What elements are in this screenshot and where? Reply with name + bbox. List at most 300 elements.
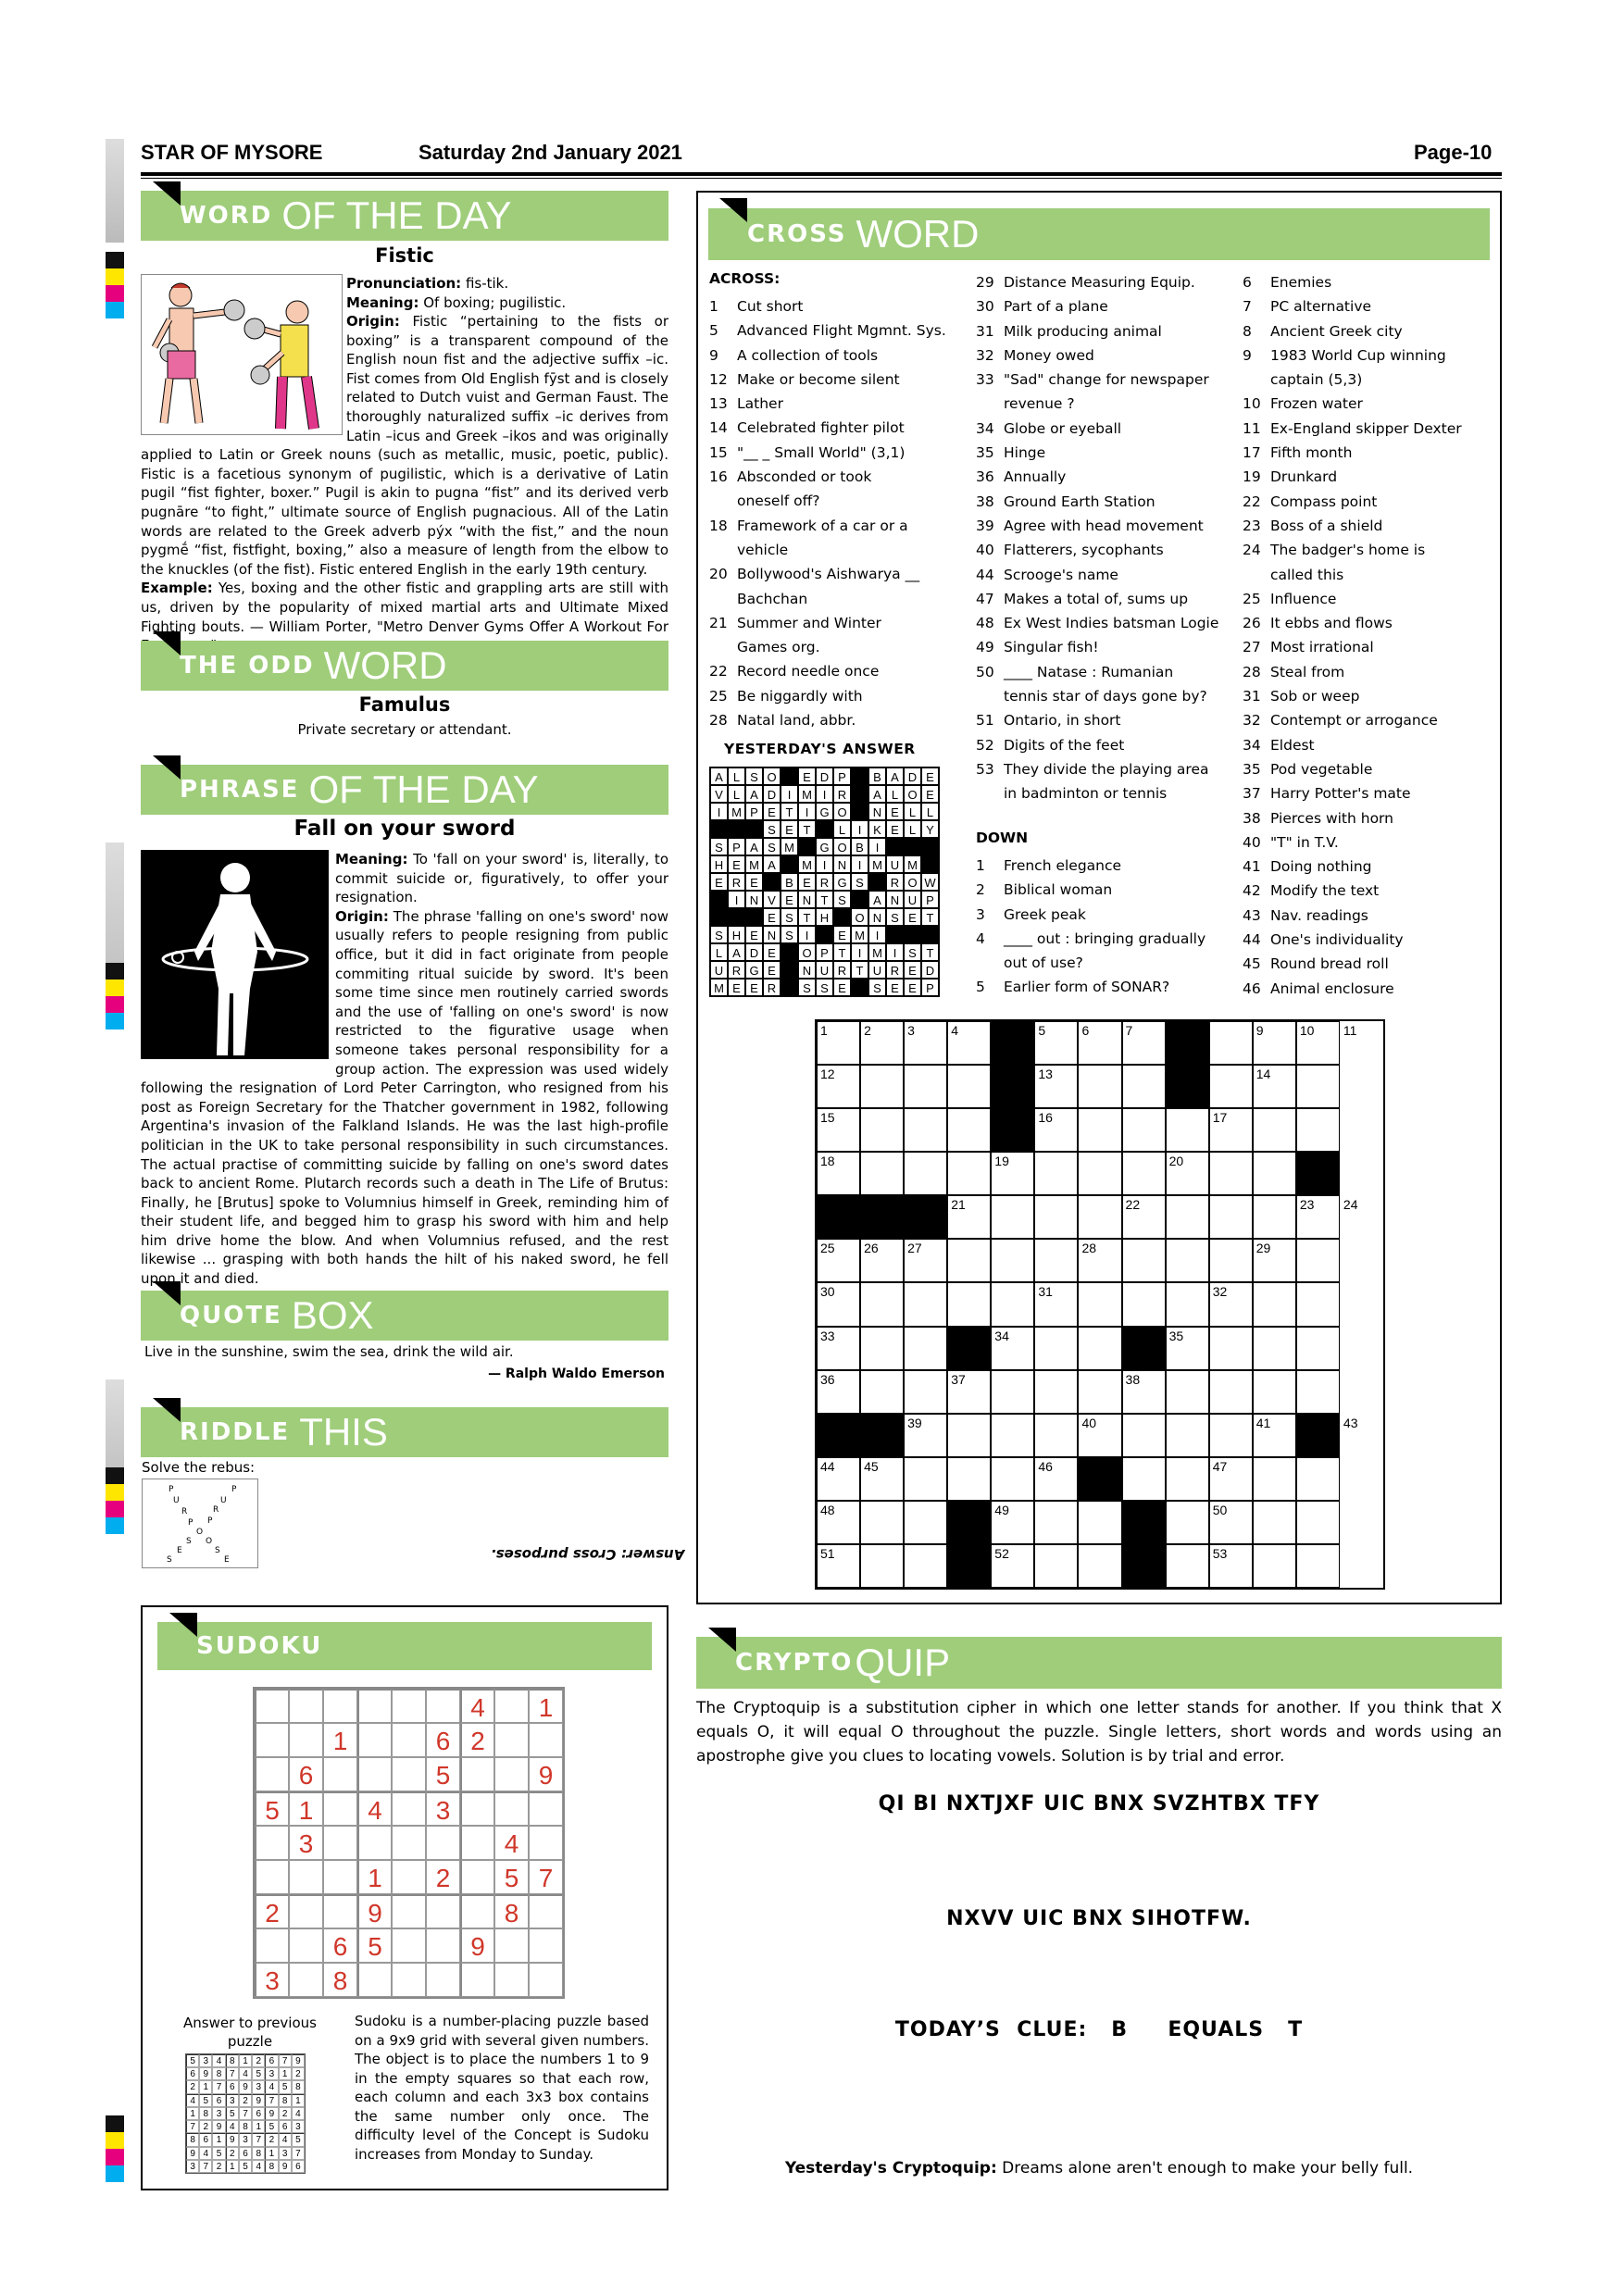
answer-letter: S [781, 926, 798, 943]
clue-text: Make or become silent [737, 370, 900, 388]
crossword-grid[interactable] [815, 1019, 1385, 1590]
clue-item [1243, 563, 1462, 587]
wotd-definition-top [346, 274, 668, 312]
crossword-cell[interactable] [947, 1239, 991, 1282]
sudoku-cell: 5 [357, 1928, 392, 1963]
clue-number: 11 [1243, 419, 1261, 437]
clue-number: 16 [709, 468, 728, 486]
clue-item [709, 489, 946, 513]
sudoku-cell[interactable] [255, 1860, 289, 1894]
crossword-cell[interactable] [860, 1108, 904, 1152]
clue-text: Part of a plane [1004, 298, 1108, 316]
page-number: Page-10 [1414, 141, 1493, 164]
example-label: Example: [141, 580, 213, 597]
crossword-cell[interactable] [1078, 1152, 1121, 1195]
sudoku-cell[interactable] [255, 1826, 289, 1860]
sudoku-cell[interactable] [494, 1757, 529, 1791]
clue-item [709, 294, 946, 318]
crossword-cell[interactable] [860, 1282, 904, 1326]
clue-text: Lather [737, 395, 783, 413]
answer-letter: A [868, 785, 886, 803]
sudoku-cell: 2 [426, 1860, 460, 1894]
crossword-cell[interactable] [1034, 1195, 1078, 1239]
sudoku-answer-cell: 1 [265, 2147, 278, 2160]
crossword-cell[interactable] [991, 1414, 1034, 1457]
sudoku-answer-cell: 8 [186, 2133, 199, 2146]
answer-letter: U [886, 855, 904, 873]
answer-block [921, 926, 939, 943]
sudoku-cell[interactable] [460, 1860, 494, 1894]
crossword-cell[interactable] [904, 1370, 947, 1414]
sudoku-cell[interactable] [460, 1894, 494, 1928]
crossword-cell[interactable] [1166, 1544, 1209, 1588]
crossword-cell[interactable] [904, 1457, 947, 1501]
sudoku-cell[interactable] [426, 1963, 460, 1997]
crossword-cell[interactable] [1253, 1544, 1296, 1588]
answer-letter: D [763, 785, 781, 803]
crossword-cell[interactable] [1296, 1544, 1340, 1588]
sudoku-cell[interactable] [289, 1963, 323, 1997]
crossword-cell[interactable] [1253, 1108, 1296, 1152]
sudoku-cell[interactable] [289, 1894, 323, 1928]
crossword-cell-number: 10 [1299, 1023, 1315, 1038]
crossword-cell[interactable] [860, 1370, 904, 1414]
crossword-cell[interactable] [1078, 1370, 1121, 1414]
sudoku-cell[interactable] [357, 1757, 392, 1791]
answer-block [851, 803, 868, 820]
crossword-cell[interactable] [1078, 1195, 1121, 1239]
answer-block [904, 926, 921, 943]
answer-letter: S [904, 943, 921, 961]
crossword-block [1122, 1501, 1166, 1544]
crossword-cell[interactable] [1078, 1108, 1121, 1152]
crossword-cell[interactable] [1034, 1327, 1078, 1370]
answer-letter: A [710, 767, 728, 785]
crossword-cell[interactable] [860, 1065, 904, 1108]
answer-letter: E [745, 979, 763, 996]
crossword-cell[interactable] [1078, 1544, 1121, 1588]
crossword-cell[interactable] [947, 1414, 991, 1457]
crossword-cell[interactable] [904, 1501, 947, 1544]
clue-item [1243, 708, 1462, 732]
sudoku-answer-cell: 3 [292, 2120, 305, 2133]
crossword-cell[interactable] [904, 1327, 947, 1370]
answer-block [781, 855, 798, 873]
sudoku-cell[interactable] [494, 1791, 529, 1826]
sudoku-answer-cell: 6 [239, 2147, 252, 2160]
answer-letter: S [781, 908, 798, 926]
yesterday-answer-grid [709, 767, 940, 997]
crossword-cell[interactable] [947, 1152, 991, 1195]
crossword-cell[interactable] [1166, 1414, 1209, 1457]
sudoku-cell[interactable] [357, 1963, 392, 1997]
sudoku-cell[interactable] [392, 1723, 426, 1757]
crossword-cell[interactable] [991, 1239, 1034, 1282]
crossword-cell-number: 40 [1081, 1415, 1097, 1430]
across-clues-col2 [976, 270, 1218, 806]
crossword-cell[interactable] [1166, 1501, 1209, 1544]
clue-number: 43 [1243, 906, 1261, 924]
crossword-cell-number: 13 [1038, 1067, 1053, 1082]
across-title: ACROSS: [709, 270, 781, 287]
crossword-cell[interactable] [860, 1152, 904, 1195]
sudoku-answer-cell: 9 [186, 2147, 199, 2160]
crossword-cell[interactable] [1296, 1108, 1340, 1152]
crossword-cell[interactable] [1122, 1065, 1166, 1108]
clue-item [709, 587, 946, 611]
meaning: Of boxing; pugilistic. [418, 293, 567, 311]
crossword-cell[interactable] [1253, 1370, 1296, 1414]
sudoku-cell[interactable] [529, 1826, 563, 1860]
answer-letter: N [833, 855, 851, 873]
sudoku-cell[interactable] [494, 1723, 529, 1757]
crossword-cell[interactable] [1209, 1152, 1253, 1195]
crossword-cell[interactable] [1122, 1457, 1166, 1501]
crossword-cell[interactable] [1034, 1152, 1078, 1195]
sudoku-cell[interactable] [255, 1723, 289, 1757]
sudoku-cell[interactable] [289, 1860, 323, 1894]
answer-letter: I [798, 926, 816, 943]
crossword-cell[interactable] [1078, 1282, 1121, 1326]
crossword-cell-number: 31 [1038, 1284, 1053, 1300]
crossword-block [1122, 1544, 1166, 1588]
quote-text: Live in the sunshine, swim the sea, drink the wild air. [144, 1343, 514, 1360]
answer-letter: P [921, 891, 939, 908]
sudoku-cell[interactable] [323, 1860, 357, 1894]
crossword-cell-number: 5 [1038, 1023, 1046, 1038]
crossword-cell[interactable] [1166, 1195, 1209, 1239]
crossword-cell[interactable] [1253, 1282, 1296, 1326]
crossword-cell-number: 48 [820, 1502, 835, 1517]
answer-letter: R [886, 961, 904, 979]
clue-number: 38 [1243, 809, 1261, 827]
answer-letter: E [745, 926, 763, 943]
crossword-cell[interactable] [1034, 1239, 1078, 1282]
answer-block [921, 855, 939, 873]
crossword-header [708, 208, 1490, 260]
sudoku-cell[interactable] [460, 1963, 494, 1997]
crossword-cell[interactable] [904, 1282, 947, 1326]
sudoku-cell[interactable] [357, 1723, 392, 1757]
crossword-cell[interactable] [1209, 1239, 1253, 1282]
crossword-cell[interactable] [1296, 1282, 1340, 1326]
sudoku-cell[interactable] [529, 1928, 563, 1963]
answer-letter: S [763, 838, 781, 855]
crossword-cell[interactable] [1166, 1239, 1209, 1282]
crossword-cell[interactable] [1122, 1414, 1166, 1457]
crossword-cell[interactable] [1253, 1195, 1296, 1239]
corner-mark-icon [153, 1281, 181, 1305]
clue-item [976, 538, 1218, 562]
answer-letter: P [833, 767, 851, 785]
answer-letter: M [781, 838, 798, 855]
crossword-cell[interactable] [947, 1282, 991, 1326]
rebus-box [142, 1479, 258, 1568]
answer-letter: P [745, 803, 763, 820]
crossword-cell[interactable] [1122, 1152, 1166, 1195]
sudoku-answer-cell: 9 [252, 2094, 265, 2107]
crossword-cell-number: 22 [1125, 1197, 1141, 1213]
crossword-cell[interactable] [1078, 1327, 1121, 1370]
crossword-cell[interactable] [947, 1108, 991, 1152]
sudoku-cell[interactable] [392, 1928, 426, 1963]
crossword-label: CROSS [747, 220, 847, 248]
crossword-cell[interactable] [1209, 1065, 1253, 1108]
sudoku-cell: 6 [426, 1723, 460, 1757]
sudoku-cell[interactable] [460, 1791, 494, 1826]
corner-mark-icon [153, 1398, 181, 1422]
crossword-cell[interactable] [991, 1282, 1034, 1326]
answer-block [763, 873, 781, 891]
answer-letter: P [728, 838, 745, 855]
clue-number: 34 [1243, 736, 1261, 754]
sudoku-cell[interactable] [392, 1757, 426, 1791]
sudoku-answer-cell: 3 [265, 2067, 278, 2080]
clue-text: out of use? [1004, 955, 1083, 972]
sudoku-cell: 5 [255, 1791, 289, 1826]
answer-block [833, 908, 851, 926]
crossword-cell[interactable] [860, 1327, 904, 1370]
crossword-cell-number: 14 [1255, 1067, 1271, 1082]
crossword-cell[interactable] [860, 1544, 904, 1588]
sudoku-answer-cell: 5 [199, 2094, 212, 2107]
crossword-block [947, 1501, 991, 1544]
clue-item [1243, 319, 1462, 343]
answer-block [851, 785, 868, 803]
crossword-cell[interactable] [904, 1152, 947, 1195]
crossword-cell[interactable] [1122, 1239, 1166, 1282]
corner-mark-icon [153, 181, 181, 206]
sudoku-cell[interactable] [323, 1791, 357, 1826]
answer-letter: H [816, 908, 833, 926]
answer-letter: M [798, 855, 816, 873]
crossword-cell[interactable] [1296, 1065, 1340, 1108]
crossword-cell[interactable] [991, 1195, 1034, 1239]
sudoku-cell[interactable] [323, 1894, 357, 1928]
crossword-cell[interactable] [904, 1544, 947, 1588]
sudoku-cell[interactable] [392, 1963, 426, 1997]
clue-number: 33 [976, 371, 994, 389]
sudoku-answer-cell: 5 [239, 2160, 252, 2173]
crossword-cell[interactable] [1296, 1370, 1340, 1414]
sudoku-cell[interactable] [392, 1894, 426, 1928]
crossword-cell[interactable] [1209, 1370, 1253, 1414]
crossword-cell[interactable] [947, 1065, 991, 1108]
clue-item [976, 417, 1218, 441]
sudoku-answer-cell: 6 [199, 2133, 212, 2146]
answer-letter: O [851, 908, 868, 926]
answer-letter: U [816, 961, 833, 979]
clue-text: French elegance [1004, 857, 1122, 874]
crossword-cell-number: 25 [820, 1241, 835, 1256]
crossword-cell[interactable] [1166, 1457, 1209, 1501]
sudoku-cell[interactable] [392, 1791, 426, 1826]
crossword-cell[interactable] [904, 1065, 947, 1108]
sudoku-cell[interactable] [460, 1826, 494, 1860]
clue-item [1243, 417, 1462, 441]
crossword-cell[interactable] [1296, 1327, 1340, 1370]
answer-letter: N [868, 908, 886, 926]
clue-number: 29 [976, 274, 994, 291]
quote-author: — Ralph Waldo Emerson [488, 1366, 665, 1381]
answer-block [781, 943, 798, 961]
clue-text: Ancient Greek city [1270, 322, 1403, 340]
answer-letter: V [763, 891, 781, 908]
crossword-cell[interactable] [904, 1108, 947, 1152]
sudoku-cell[interactable] [392, 1860, 426, 1894]
crossword-cell-number: 53 [1212, 1545, 1228, 1561]
sudoku-cell[interactable] [289, 1723, 323, 1757]
sudoku-cell[interactable] [255, 1689, 289, 1723]
sudoku-answer-cell: 6 [265, 2054, 278, 2067]
sudoku-cell[interactable] [392, 1689, 426, 1723]
sudoku-cell: 6 [323, 1928, 357, 1963]
sudoku-answer-cell: 2 [226, 2147, 239, 2160]
clue-item [1243, 904, 1462, 928]
crossword-cell-number: 26 [864, 1241, 879, 1256]
rebus-letter: S [186, 1537, 192, 1546]
crossword-cell[interactable] [1034, 1544, 1078, 1588]
rebus-letter: P [231, 1485, 237, 1494]
crossword-cell[interactable] [991, 1457, 1034, 1501]
crossword-cell-number: 11 [1343, 1023, 1357, 1038]
crossword-cell[interactable] [1253, 1501, 1296, 1544]
sudoku-cell[interactable] [529, 1723, 563, 1757]
sudoku-answer-cell: 6 [279, 2120, 292, 2133]
sudoku-answer-cell: 8 [226, 2054, 239, 2067]
sudoku-cell[interactable] [529, 1791, 563, 1826]
clue-text: ____ out : bringing gradually [1004, 930, 1206, 947]
sudoku-cell[interactable] [357, 1689, 392, 1723]
answer-letter: O [798, 943, 816, 961]
crossword-cell[interactable] [1253, 1152, 1296, 1195]
sudoku-cell[interactable] [529, 1963, 563, 1997]
crossword-cell-number: 37 [951, 1371, 966, 1387]
sudoku-cell[interactable] [357, 1826, 392, 1860]
answer-letter: G [745, 961, 763, 979]
sudoku-cell[interactable] [494, 1689, 529, 1723]
sudoku-cell[interactable] [426, 1894, 460, 1928]
clue-number: 4 [976, 930, 985, 947]
clue-item [1243, 757, 1462, 781]
crossword-cell[interactable] [1209, 1327, 1253, 1370]
clue-item [1243, 660, 1462, 684]
rebus-letter: P [207, 1516, 213, 1526]
sudoku-cell[interactable] [392, 1826, 426, 1860]
crossword-block [991, 1021, 1034, 1065]
crossword-cell[interactable] [1078, 1501, 1121, 1544]
sudoku-cell[interactable] [289, 1689, 323, 1723]
sudoku-cell: 1 [529, 1689, 563, 1723]
clue-text: oneself off? [737, 493, 820, 510]
sudoku-cell[interactable] [289, 1928, 323, 1963]
sudoku-cell[interactable] [255, 1757, 289, 1791]
sudoku-cell: 1 [323, 1723, 357, 1757]
answer-letter: E [728, 855, 745, 873]
sudoku-cell[interactable] [426, 1826, 460, 1860]
crossword-cell[interactable] [1166, 1282, 1209, 1326]
crossword-cell-number: 32 [1212, 1284, 1228, 1300]
sudoku-header [157, 1622, 652, 1670]
clue-text: PC alternative [1270, 298, 1372, 316]
sudoku-cell[interactable] [494, 1963, 529, 1997]
crossword-cell[interactable] [1034, 1501, 1078, 1544]
answer-letter: H [710, 855, 728, 873]
crossword-cell[interactable] [1166, 1108, 1209, 1152]
crossword-cell[interactable] [860, 1501, 904, 1544]
sudoku-cell[interactable] [323, 1757, 357, 1791]
crossword-cell[interactable] [1209, 1021, 1253, 1065]
crossword-cell[interactable] [991, 1370, 1034, 1414]
clue-text: Steal from [1270, 663, 1345, 680]
phrase-origin-label: Origin: [335, 907, 389, 925]
sudoku-cell[interactable] [494, 1928, 529, 1963]
answer-letter: N [886, 891, 904, 908]
clue-item [976, 635, 1218, 659]
answer-letter: I [868, 838, 886, 855]
clue-item [1243, 441, 1462, 465]
sudoku-cell[interactable] [426, 1928, 460, 1963]
clue-number: 9 [1243, 346, 1252, 364]
clue-text: Contempt or arrogance [1270, 712, 1438, 730]
crossword-cell[interactable] [1166, 1370, 1209, 1414]
answer-letter: I [798, 803, 816, 820]
sudoku-cell[interactable] [323, 1689, 357, 1723]
clue-item [1243, 806, 1462, 830]
crossword-cell[interactable] [1209, 1414, 1253, 1457]
clue-number: 10 [1243, 395, 1261, 413]
crossword-cell-number: 2 [864, 1023, 871, 1038]
crossword-cell[interactable] [1253, 1457, 1296, 1501]
crossword-cell[interactable] [1209, 1195, 1253, 1239]
crossword-cell[interactable] [1122, 1282, 1166, 1326]
answer-letter: A [868, 891, 886, 908]
sudoku-cell[interactable] [255, 1928, 289, 1963]
answer-letter: M [798, 785, 816, 803]
crossword-cell[interactable] [1296, 1239, 1340, 1282]
clue-number: 53 [976, 760, 994, 778]
sudoku-cell[interactable] [460, 1757, 494, 1791]
crossword-cell[interactable] [947, 1457, 991, 1501]
sudoku-cell[interactable] [426, 1689, 460, 1723]
clue-text: vehicle [737, 541, 789, 558]
sudoku-cell[interactable] [323, 1826, 357, 1860]
clue-number: 22 [1243, 493, 1261, 510]
answer-letter: D [904, 767, 921, 785]
crossword-cell[interactable] [1122, 1108, 1166, 1152]
crossword-cell[interactable] [1253, 1327, 1296, 1370]
sudoku-cell[interactable] [529, 1894, 563, 1928]
clue-number: 52 [976, 736, 994, 754]
phrase-origin: The phrase 'falling on one's sword' now usually refers to people resigning from public office, but it did in fact originate from people commiting ritual suicide by sword. It's been some time since men routinely carried swords and the use of 'falling on one's sword' is now restricted to the figurative usage when someone takes personal responsibility for a group action. The expression was used widely following the resignation of Lord Peter Carrington, who resigned from his post as Foreign Secretary for the Thatcher government in 1982, following Argentina's invasion of the Falkland Islands. He was the last high-profile politician in the UK to take personal responsibility in such circumstances. The actual practise of committing suicide by falling on one's sword dates back to ancient Rome. Plutarch records such a death in The Life of Brutus: Finally, he [Brutus] spoke to Volumnius himself in Greek, reminding him of their student life, and begged him to grasp his sword with him and help him drive home the blow. And when Volumnius refused, and the rest likewise ... grasping with both hands the hilt of his naked sword, he fell upon it and died. [141, 907, 668, 1288]
crossword-cell-number: 6 [1081, 1023, 1090, 1038]
crossword-cell-number: 36 [820, 1371, 835, 1387]
crossword-cell[interactable] [1078, 1065, 1121, 1108]
crossword-cell[interactable] [1034, 1370, 1078, 1414]
crossword-block [860, 1414, 904, 1457]
clue-text: Animal enclosure [1270, 980, 1394, 997]
crossword-cell[interactable] [1296, 1501, 1340, 1544]
crossword-cell-number: 8 [1168, 1023, 1177, 1038]
clue-number: 39 [976, 517, 994, 534]
oddword-label: THE ODD [180, 652, 315, 680]
crossword-cell[interactable] [1034, 1414, 1078, 1457]
answer-letter: W [921, 873, 939, 891]
clue-number: 35 [976, 444, 994, 462]
crossword-cell[interactable] [1296, 1457, 1340, 1501]
clue-text: Nav. readings [1270, 906, 1368, 924]
crossword-cell-number: 18 [820, 1154, 835, 1169]
